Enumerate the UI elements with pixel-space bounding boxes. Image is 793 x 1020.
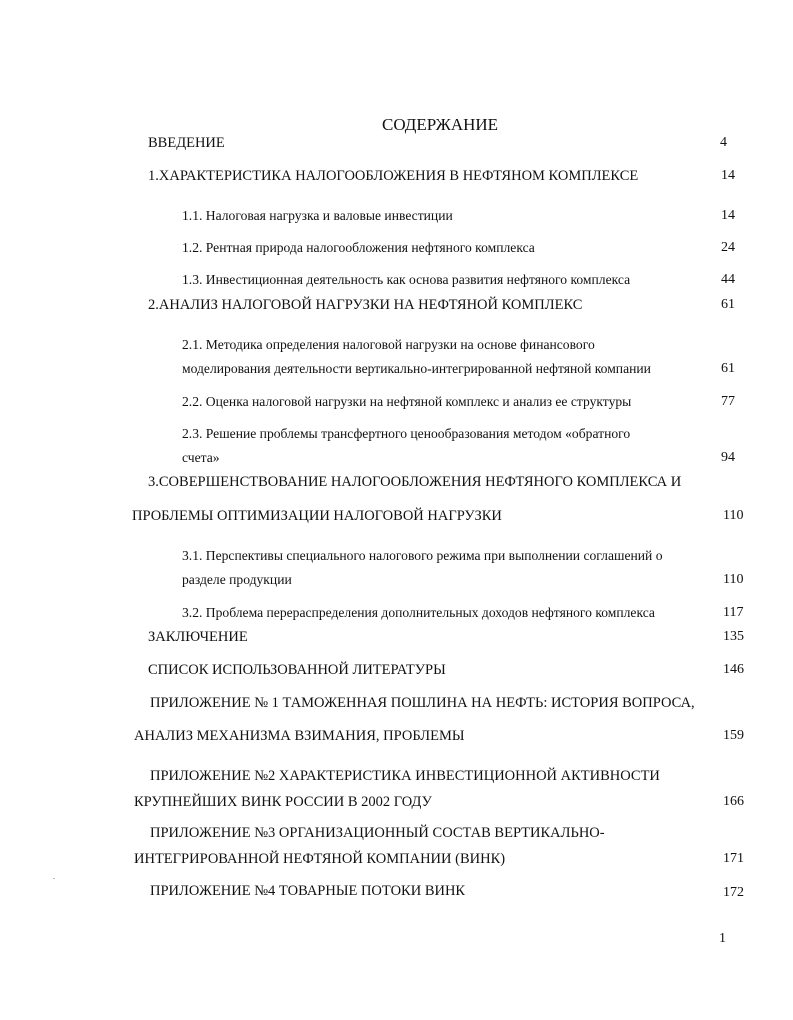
toc-entry-appendix-3-line-1[interactable]: ПРИЛОЖЕНИЕ №3 ОРГАНИЗАЦИОННЫЙ СОСТАВ ВЕРТИКАЛЬНО-: [150, 825, 605, 841]
scan-speck: [53, 878, 55, 879]
toc-page-2-1: 61: [721, 361, 735, 376]
toc-entry-2-1-line-2[interactable]: моделирования деятельности вертикально-интегрированной нефтяной компании: [182, 361, 651, 376]
toc-entry-appendix-2-line-1[interactable]: ПРИЛОЖЕНИЕ №2 ХАРАКТЕРИСТИКА ИНВЕСТИЦИОННОЙ АКТИВНОСТИ: [150, 768, 660, 784]
toc-entry-chapter-3-line-2[interactable]: ПРОБЛЕМЫ ОПТИМИЗАЦИИ НАЛОГОВОЙ НАГРУЗКИ: [132, 508, 502, 524]
toc-page-appendix-2: 166: [723, 794, 744, 809]
toc-page-1-2: 24: [721, 240, 735, 255]
toc-entry-chapter-3-line-1[interactable]: 3.СОВЕРШЕНСТВОВАНИЕ НАЛОГООБЛОЖЕНИЯ НЕФТЯНОГО КОМПЛЕКСА И: [148, 474, 682, 490]
toc-entry-2-1-line-1[interactable]: 2.1. Методика определения налоговой нагрузки на основе финансового: [182, 337, 595, 352]
toc-entry-2-3-line-2[interactable]: счета»: [182, 450, 220, 465]
toc-page-intro: 4: [720, 135, 727, 150]
toc-entry-appendix-3-line-2[interactable]: ИНТЕГРИРОВАННОЙ НЕФТЯНОЙ КОМПАНИИ (ВИНК): [134, 851, 506, 867]
toc-entry-chapter-2[interactable]: 2.АНАЛИЗ НАЛОГОВОЙ НАГРУЗКИ НА НЕФТЯНОЙ КОМПЛЕКС: [148, 297, 583, 313]
toc-entry-appendix-1-line-1[interactable]: ПРИЛОЖЕНИЕ № 1 ТАМОЖЕННАЯ ПОШЛИНА НА НЕФТЬ: ИСТОРИЯ ВОПРОСА,: [150, 695, 695, 711]
toc-entry-1-1[interactable]: 1.1. Налоговая нагрузка и валовые инвестиции: [182, 208, 453, 223]
toc-page-1-1: 14: [721, 208, 735, 223]
toc-page-chapter-3: 110: [723, 508, 744, 523]
toc-page-appendix-3: 171: [723, 851, 744, 866]
toc-page-conclusion: 135: [723, 629, 744, 644]
toc-page-2-3: 94: [721, 450, 735, 465]
toc-entry-3-2[interactable]: 3.2. Проблема перераспределения дополнительных доходов нефтяного комплекса: [182, 605, 655, 620]
page-title: СОДЕРЖАНИЕ: [382, 115, 499, 134]
toc-entry-appendix-1-line-2[interactable]: АНАЛИЗ МЕХАНИЗМА ВЗИМАНИЯ, ПРОБЛЕМЫ: [134, 728, 465, 744]
toc-entry-intro[interactable]: ВВЕДЕНИЕ: [148, 135, 225, 151]
toc-entry-3-1-line-2[interactable]: разделе продукции: [182, 572, 292, 587]
toc-entry-appendix-2-line-2[interactable]: КРУПНЕЙШИХ ВИНК РОССИИ В 2002 ГОДУ: [134, 794, 432, 810]
toc-entry-chapter-1[interactable]: 1.ХАРАКТЕРИСТИКА НАЛОГООБЛОЖЕНИЯ В НЕФТЯНОМ КОМПЛЕКСЕ: [148, 168, 639, 184]
toc-page-chapter-1: 14: [721, 168, 735, 183]
toc-entry-appendix-4[interactable]: ПРИЛОЖЕНИЕ №4 ТОВАРНЫЕ ПОТОКИ ВИНК: [150, 883, 466, 899]
toc-entry-2-3-line-1[interactable]: 2.3. Решение проблемы трансфертного ценообразования методом «обратного: [182, 426, 631, 441]
toc-page-appendix-1: 159: [723, 728, 744, 743]
page-number: 1: [719, 931, 726, 946]
toc-page-2-2: 77: [721, 394, 735, 409]
toc-page-appendix-4: 172: [723, 885, 744, 900]
toc-page-chapter-2: 61: [721, 297, 735, 312]
toc-entry-1-2[interactable]: 1.2. Рентная природа налогообложения нефтяного комплекса: [182, 240, 535, 255]
toc-entry-conclusion[interactable]: ЗАКЛЮЧЕНИЕ: [148, 629, 248, 645]
toc-page-3-2: 117: [723, 605, 744, 620]
toc-page-1-3: 44: [721, 272, 735, 287]
toc-page-bibliography: 146: [723, 662, 744, 677]
toc-entry-3-1-line-1[interactable]: 3.1. Перспективы специального налогового режима при выполнении соглашений о: [182, 548, 663, 563]
toc-page-3-1: 110: [723, 572, 744, 587]
toc-entry-2-2[interactable]: 2.2. Оценка налоговой нагрузки на нефтяной комплекс и анализ ее структуры: [182, 394, 632, 409]
toc-entry-1-3[interactable]: 1.3. Инвестиционная деятельность как основа развития нефтяного комплекса: [182, 272, 631, 287]
toc-entry-bibliography[interactable]: СПИСОК ИСПОЛЬЗОВАННОЙ ЛИТЕРАТУРЫ: [148, 662, 446, 678]
